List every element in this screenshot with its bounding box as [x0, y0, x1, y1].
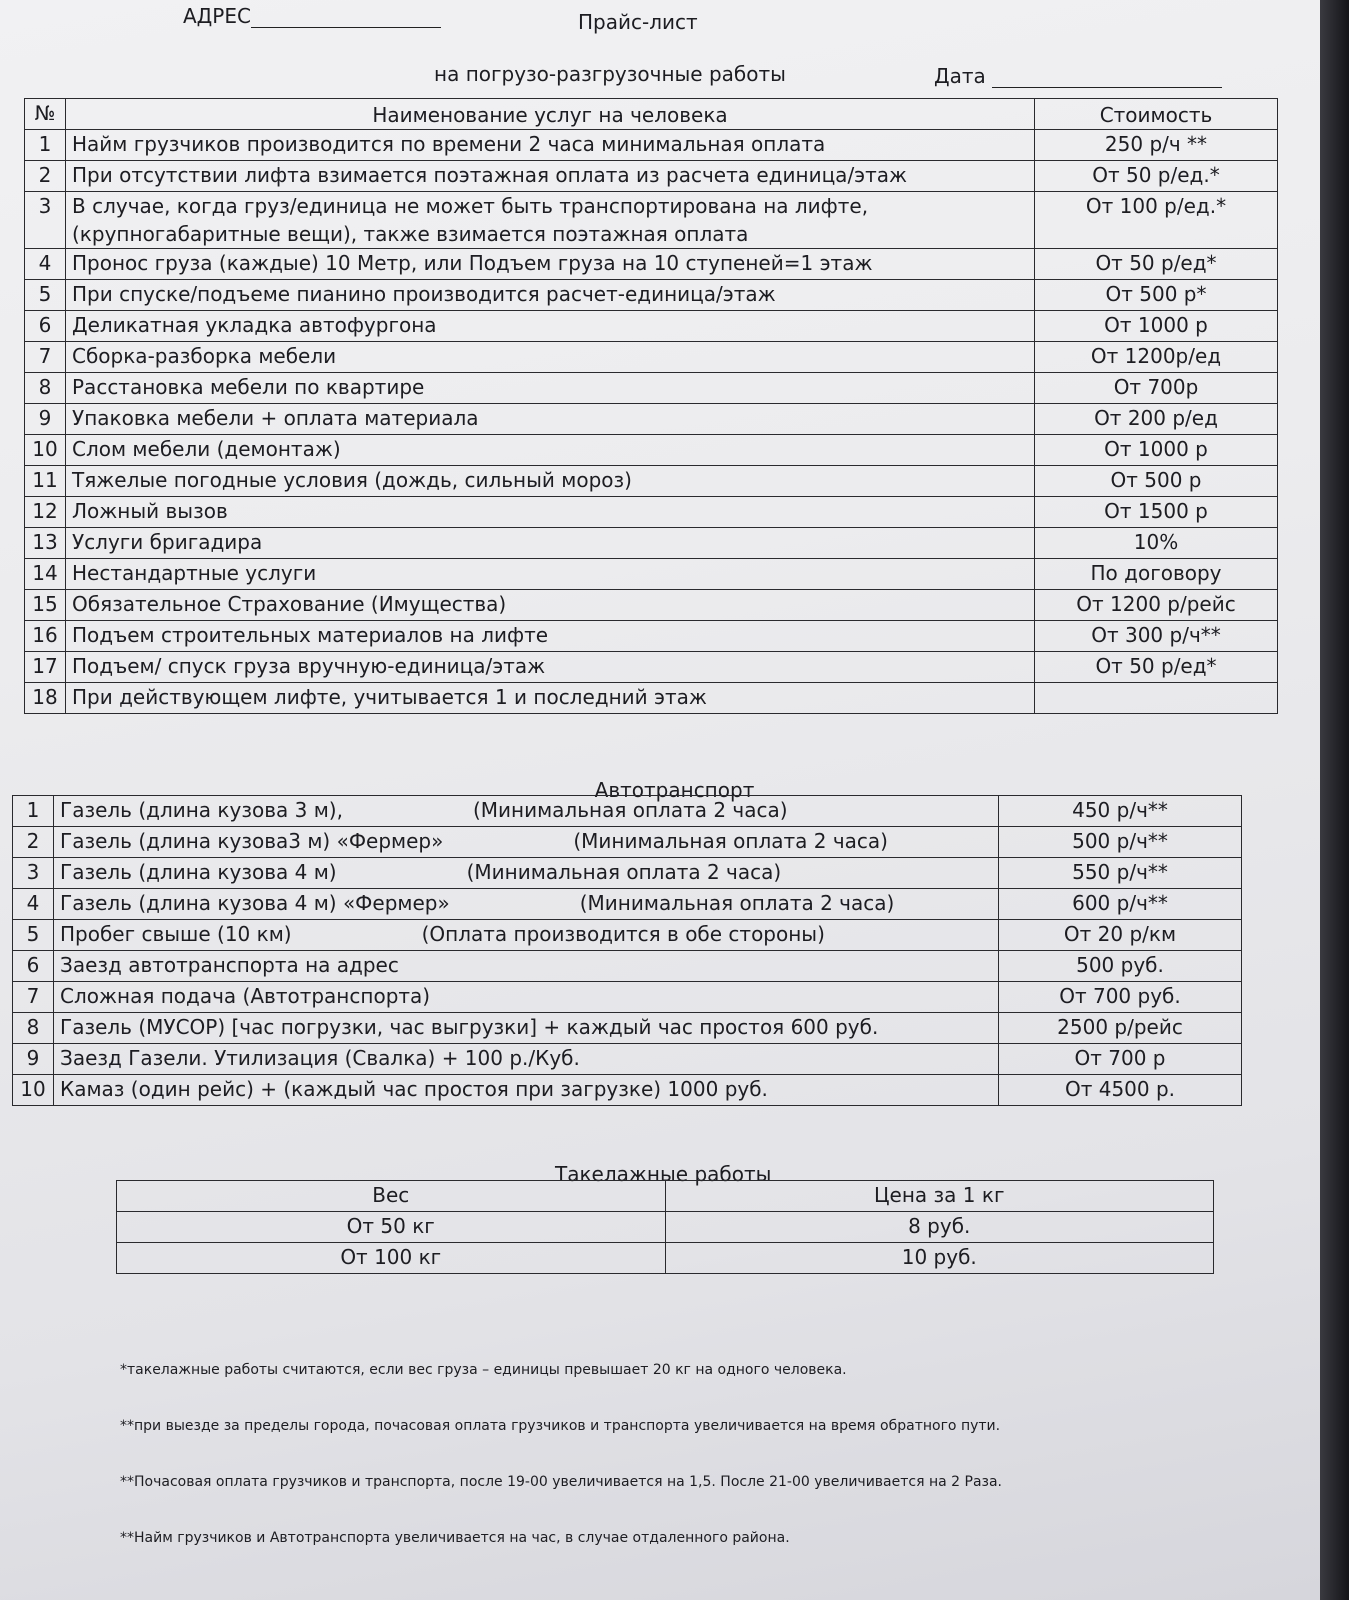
service-name: Нестандартные услуги — [66, 559, 1035, 590]
table-row — [13, 951, 1242, 982]
rigging-title: Такелажные работы — [555, 1162, 772, 1186]
address-line — [183, 4, 441, 28]
service-price: От 1200 р/рейс — [1035, 590, 1278, 621]
table-row — [13, 827, 1242, 858]
transport-price: 2500 р/рейс — [999, 1013, 1242, 1044]
table-row — [117, 1243, 1214, 1274]
table-row — [25, 311, 1278, 342]
row-number: 2 — [25, 161, 66, 192]
service-price: От 500 р — [1035, 466, 1278, 497]
row-number: 18 — [25, 683, 66, 714]
document-title: Прайс-лист — [578, 10, 698, 34]
rigging-header-row — [117, 1181, 1214, 1212]
transport-condition: (Оплата производится в обе стороны) — [421, 922, 825, 946]
transport-name-cell — [54, 827, 999, 858]
date-line — [934, 64, 1222, 88]
transport-table — [12, 795, 1242, 1106]
transport-price: 600 р/ч** — [999, 889, 1242, 920]
transport-condition: (Минимальная оплата 2 часа) — [573, 829, 888, 853]
service-name: При действующем лифте, учитывается 1 и последний этаж — [66, 683, 1035, 714]
transport-name: Заезд автотранспорта на адрес — [60, 953, 399, 977]
table-row — [25, 652, 1278, 683]
service-price: От 50 р/ед.* — [1035, 161, 1278, 192]
transport-name-cell — [54, 858, 999, 889]
rigging-table — [116, 1180, 1214, 1274]
table-row — [13, 796, 1242, 827]
table-row — [25, 621, 1278, 652]
row-number: 8 — [25, 373, 66, 404]
service-price: От 300 р/ч** — [1035, 621, 1278, 652]
date-blank — [992, 87, 1222, 88]
transport-price: 550 р/ч** — [999, 858, 1242, 889]
transport-name: Газель (длина кузова 4 м) «Фермер» — [60, 891, 450, 915]
col-rig-price-header: Цена за 1 кг — [665, 1181, 1214, 1212]
service-name: Слом мебели (демонтаж) — [66, 435, 1035, 466]
service-price: От 700р — [1035, 373, 1278, 404]
table-row — [25, 130, 1278, 161]
row-number: 7 — [25, 342, 66, 373]
row-number: 1 — [13, 796, 54, 827]
row-number: 10 — [13, 1075, 54, 1106]
row-number: 3 — [25, 192, 66, 249]
table-row — [25, 590, 1278, 621]
transport-name: Камаз (один рейс) + (каждый час простоя при загрузке) 1000 руб. — [60, 1077, 768, 1101]
table-row — [25, 404, 1278, 435]
table-row — [25, 249, 1278, 280]
footnote: **Почасовая оплата грузчиков и транспорта, после 19-00 увеличивается на 1,5. После 21-00 увеличивается на 2 Раза. — [120, 1474, 1003, 1490]
table-row — [25, 528, 1278, 559]
transport-price: От 4500 р. — [999, 1075, 1242, 1106]
transport-name: Газель (длина кузова3 м) «Фермер» — [60, 829, 444, 853]
rigging-weight: От 100 кг — [117, 1243, 666, 1274]
col-weight-header: Вес — [117, 1181, 666, 1212]
service-name: Обязательное Страхование (Имущества) — [66, 590, 1035, 621]
row-number: 13 — [25, 528, 66, 559]
row-number: 14 — [25, 559, 66, 590]
rigging-weight: От 50 кг — [117, 1212, 666, 1243]
footnote: **при выезде за пределы города, почасовая оплата грузчиков и транспорта увеличивается на время обратного пути. — [120, 1418, 1001, 1434]
transport-condition: (Минимальная оплата 2 часа) — [472, 798, 788, 822]
service-name: Тяжелые погодные условия (дождь, сильный мороз) — [66, 466, 1035, 497]
transport-name-cell — [54, 920, 999, 951]
table-row — [25, 342, 1278, 373]
table-row — [13, 982, 1242, 1013]
table-row — [25, 161, 1278, 192]
table-row — [13, 920, 1242, 951]
address-label: АДРЕС — [183, 4, 251, 28]
rigging-price: 10 руб. — [665, 1243, 1214, 1274]
table-row — [25, 559, 1278, 590]
table-row — [13, 1044, 1242, 1075]
table-row — [117, 1212, 1214, 1243]
service-name: Сборка-разборка мебели — [66, 342, 1035, 373]
row-number: 4 — [25, 249, 66, 280]
table-row — [25, 683, 1278, 714]
transport-name: Газель (МУСОР) [час погрузки, час выгрузки] + каждый час простоя 600 руб. — [60, 1015, 879, 1039]
services-table — [24, 98, 1278, 714]
transport-name: Сложная подача (Автотранспорта) — [60, 984, 431, 1008]
service-name: Найм грузчиков производится по времени 2 часа минимальная оплата — [66, 130, 1035, 161]
transport-name-cell — [54, 1013, 999, 1044]
table-row — [25, 435, 1278, 466]
table-row — [25, 280, 1278, 311]
row-number: 3 — [13, 858, 54, 889]
transport-name: Газель (длина кузова 4 м) — [60, 860, 337, 884]
transport-title: Автотранспорт — [594, 778, 755, 802]
row-number: 9 — [13, 1044, 54, 1075]
row-number: 7 — [13, 982, 54, 1013]
service-price: 10% — [1035, 528, 1278, 559]
footnotes — [120, 1362, 1120, 1586]
row-number: 5 — [13, 920, 54, 951]
footnote: **Найм грузчиков и Автотранспорта увеличивается на час, в случае отдаленного района. — [120, 1530, 790, 1546]
row-number: 15 — [25, 590, 66, 621]
transport-price: От 700 руб. — [999, 982, 1242, 1013]
col-name-header: Наименование услуг на человека — [66, 99, 1035, 130]
service-price: От 200 р/ед — [1035, 404, 1278, 435]
row-number: 16 — [25, 621, 66, 652]
table-row — [13, 889, 1242, 920]
rigging-price: 8 руб. — [665, 1212, 1214, 1243]
col-price-header: Стоимость — [1035, 99, 1278, 130]
service-name: Ложный вызов — [66, 497, 1035, 528]
service-name: Подъем строительных материалов на лифте — [66, 621, 1035, 652]
transport-price: 450 р/ч** — [999, 796, 1242, 827]
transport-condition: (Минимальная оплата 2 часа) — [466, 860, 782, 884]
service-name: Упаковка мебели + оплата материала — [66, 404, 1035, 435]
service-price: От 1200р/ед — [1035, 342, 1278, 373]
row-number: 1 — [25, 130, 66, 161]
row-number: 6 — [25, 311, 66, 342]
service-price: От 1000 р — [1035, 311, 1278, 342]
row-number: 5 — [25, 280, 66, 311]
services-header-row — [25, 99, 1278, 130]
table-row — [13, 1013, 1242, 1044]
row-number: 17 — [25, 652, 66, 683]
service-price: 250 р/ч ** — [1035, 130, 1278, 161]
transport-name-cell — [54, 1075, 999, 1106]
transport-price: 500 р/ч** — [999, 827, 1242, 858]
date-label: Дата — [934, 64, 986, 88]
address-blank — [251, 27, 441, 28]
service-price: От 500 р* — [1035, 280, 1278, 311]
row-number: 6 — [13, 951, 54, 982]
row-number: 9 — [25, 404, 66, 435]
transport-price: От 700 р — [999, 1044, 1242, 1075]
transport-name-cell — [54, 796, 999, 827]
document-subtitle: на погрузо-разгрузочные работы — [434, 62, 786, 86]
transport-name: Газель (длина кузова 3 м), — [60, 798, 343, 822]
service-name: Услуги бригадира — [66, 528, 1035, 559]
col-num-header: № — [25, 99, 66, 130]
transport-condition: (Минимальная оплата 2 часа) — [579, 891, 895, 915]
transport-name: Пробег свыше (10 км) — [60, 922, 292, 946]
table-row — [25, 192, 1278, 249]
footnote: *такелажные работы считаются, если вес груза – единицы превышает 20 кг на одного человека. — [120, 1362, 847, 1378]
service-price: От 50 р/ед* — [1035, 652, 1278, 683]
service-name: При спуске/подъеме пианино производится расчет-единица/этаж — [66, 280, 1035, 311]
service-price: По договору — [1035, 559, 1278, 590]
service-name: Пронос груза (каждые) 10 Метр, или Подъем груза на 10 ступеней=1 этаж — [66, 249, 1035, 280]
transport-price: 500 руб. — [999, 951, 1242, 982]
table-row — [13, 1075, 1242, 1106]
service-price: От 100 р/ед.* — [1035, 192, 1278, 249]
row-number: 11 — [25, 466, 66, 497]
table-row — [13, 858, 1242, 889]
service-name: В случае, когда груз/единица не может быть транспортирована на лифте,(крупногабаритные вещи), также взимается поэтажная оплата — [66, 192, 1035, 249]
row-number: 8 — [13, 1013, 54, 1044]
transport-name: Заезд Газели. Утилизация (Свалка) + 100 р./Куб. — [60, 1046, 580, 1070]
table-row — [25, 466, 1278, 497]
row-number: 10 — [25, 435, 66, 466]
transport-price: От 20 р/км — [999, 920, 1242, 951]
service-price — [1035, 683, 1278, 714]
service-price: От 1500 р — [1035, 497, 1278, 528]
transport-name-cell — [54, 1044, 999, 1075]
service-price: От 50 р/ед* — [1035, 249, 1278, 280]
transport-name-cell — [54, 889, 999, 920]
transport-name-cell — [54, 951, 999, 982]
row-number: 2 — [13, 827, 54, 858]
table-row — [25, 373, 1278, 404]
service-name: Расстановка мебели по квартире — [66, 373, 1035, 404]
table-row — [25, 497, 1278, 528]
service-name: Деликатная укладка автофургона — [66, 311, 1035, 342]
transport-name-cell — [54, 982, 999, 1013]
service-name: Подъем/ спуск груза вручную-единица/этаж — [66, 652, 1035, 683]
service-price: От 1000 р — [1035, 435, 1278, 466]
row-number: 12 — [25, 497, 66, 528]
service-name: При отсутствии лифта взимается поэтажная оплата из расчета единица/этаж — [66, 161, 1035, 192]
row-number: 4 — [13, 889, 54, 920]
